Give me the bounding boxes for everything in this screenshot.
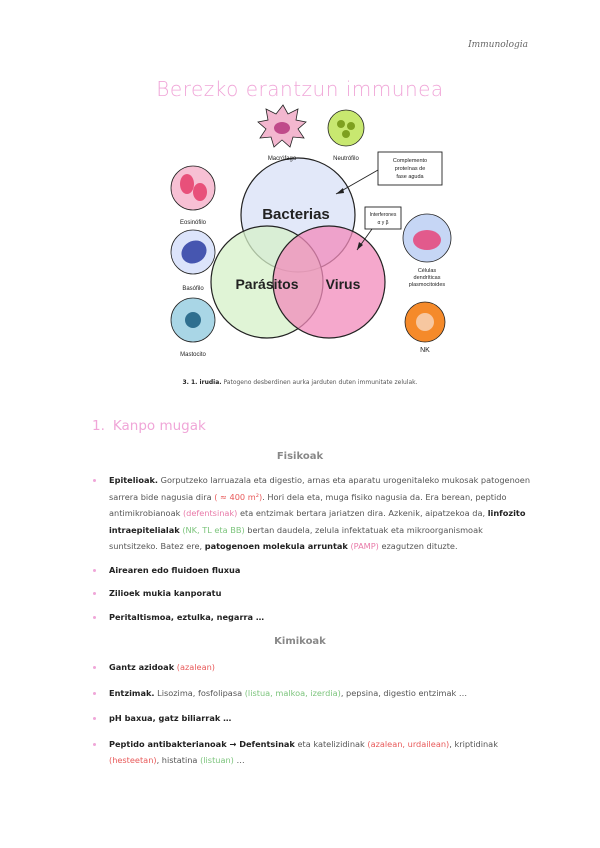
complement-line-1: Complemento xyxy=(392,158,428,164)
pamp-term: (PAMP) xyxy=(347,541,379,551)
mucus-label: Zilioek mukia kanporatu xyxy=(109,588,222,598)
macrophage-icon xyxy=(258,105,306,147)
text: Gorputzeko larruazala eta digestio, arnas eta aparatu urogenitaleko mukosak patogenoen sarrera bide nagusia dira xyxy=(109,475,531,502)
list-item-air xyxy=(92,562,532,579)
section-number: 1. xyxy=(92,418,105,434)
text: bertan daudela, zelula infektatuak eta mikroorganismoak suntsitzeko. Batez ere, xyxy=(109,524,483,551)
macrophage-label: Macrófago xyxy=(267,156,297,162)
immune-cells-figure xyxy=(160,102,460,367)
peptides-location-3: (listuan) xyxy=(200,755,234,765)
subsection-chemical: Kimikoak xyxy=(274,636,326,647)
basophil-label: Basófilo xyxy=(182,286,204,292)
chemical-list xyxy=(92,659,532,769)
caption-text: Patogeno desberdinen aurka jarduten duten immunitate zelulak. xyxy=(221,379,418,386)
nk-label: NK xyxy=(420,347,430,354)
page-title: Berezko erantzun immunea xyxy=(156,77,444,101)
fatty-acids-label: Gantz azidoak xyxy=(109,662,175,672)
text: , histatina xyxy=(156,755,201,765)
epithelium-label: Epitelioak. xyxy=(109,475,159,485)
peptides-label: Peptido antibakterianoak → Defentsinak xyxy=(109,738,295,749)
neutrophil-label: Neutrófilo xyxy=(333,156,359,162)
air-label: Airearen edo fluidoen fluxua xyxy=(109,564,241,575)
dendritic-label-3: plasmocitoides xyxy=(408,282,446,288)
peptides-location-1: (azalean, urdailean) xyxy=(367,738,450,749)
complement-line-3: fase aguda xyxy=(396,174,424,180)
list-item-fatty-acids xyxy=(92,659,532,676)
interferon-line-1: Interferones xyxy=(369,212,397,218)
caption-label: 3. 1. irudia. xyxy=(182,379,222,386)
dendritic-cell-icon xyxy=(403,214,451,262)
text: ezagutzen dituzte. xyxy=(378,541,458,551)
mast-cell-label: Mastocito xyxy=(180,352,206,358)
list-item-peristalsis xyxy=(92,609,532,626)
section-heading xyxy=(92,418,206,434)
physical-list xyxy=(92,472,532,625)
enzymes-location: (listua, malkoa, izerdia) xyxy=(244,687,341,698)
list-item-enzymes xyxy=(92,685,532,702)
text: eta entzimak bertara jariatzen dira. Azkenik, aipatzekoa da, xyxy=(237,508,488,518)
text: , pepsina, digestio entzimak … xyxy=(340,687,468,698)
epithelium-area: ( ≈ 400 m²) xyxy=(214,491,263,502)
fatty-acids-location: (azalean) xyxy=(174,662,215,672)
eosinophil-icon xyxy=(171,166,215,210)
list-item-ph xyxy=(92,710,532,727)
venn-bacteria-label: Bacterias xyxy=(262,206,330,223)
lymphocytes-types: (NK, TL eta BB) xyxy=(179,524,245,535)
pamp-label: patogenoen molekula arruntak xyxy=(204,541,348,551)
defensins-term: (defentsinak) xyxy=(182,508,238,518)
interferon-line-2: α y β xyxy=(377,220,389,226)
lymphocytes-label: linfozito intraepitelialak xyxy=(109,508,526,535)
text: eta katelizidinak xyxy=(294,738,368,749)
neutrophil-icon xyxy=(328,110,364,146)
dendritic-label-2: dendríticas xyxy=(413,275,441,281)
text: , kriptidinak xyxy=(449,738,498,749)
ph-label: pH baxua, gatz biliarrak … xyxy=(109,713,232,723)
list-item-peptides xyxy=(92,736,532,769)
section-title: Kanpo mugak xyxy=(112,418,206,434)
text: . Hori dela eta, muga fisiko nagusia da. Era berean, peptido antimikrobianoak xyxy=(109,491,507,518)
text: … xyxy=(233,755,245,765)
venn-parasites-label: Parásitos xyxy=(235,276,299,292)
mast-cell-icon xyxy=(171,298,215,342)
enzymes-label: Entzimak. xyxy=(109,687,155,698)
header-subject: Immunologia xyxy=(468,40,528,50)
text: Lisozima, fosfolipasa xyxy=(154,687,245,698)
venn-virus-label: Virus xyxy=(325,276,361,292)
eosinophil-label: Eosinófilo xyxy=(179,220,207,226)
peristalsis-label: Peritaltismoa, eztulka, negarra … xyxy=(109,611,265,622)
dendritic-label-1: Células xyxy=(417,268,437,274)
basophil-icon xyxy=(171,230,215,274)
subsection-physical: Fisikoak xyxy=(276,451,324,462)
figure-caption xyxy=(0,379,600,386)
nk-cell-icon xyxy=(405,302,445,342)
list-item-epithelium xyxy=(92,472,532,555)
peptides-location-2: (hesteetan) xyxy=(109,755,157,765)
complement-line-2: proteínas de xyxy=(394,166,426,172)
list-item-mucus xyxy=(92,585,532,602)
